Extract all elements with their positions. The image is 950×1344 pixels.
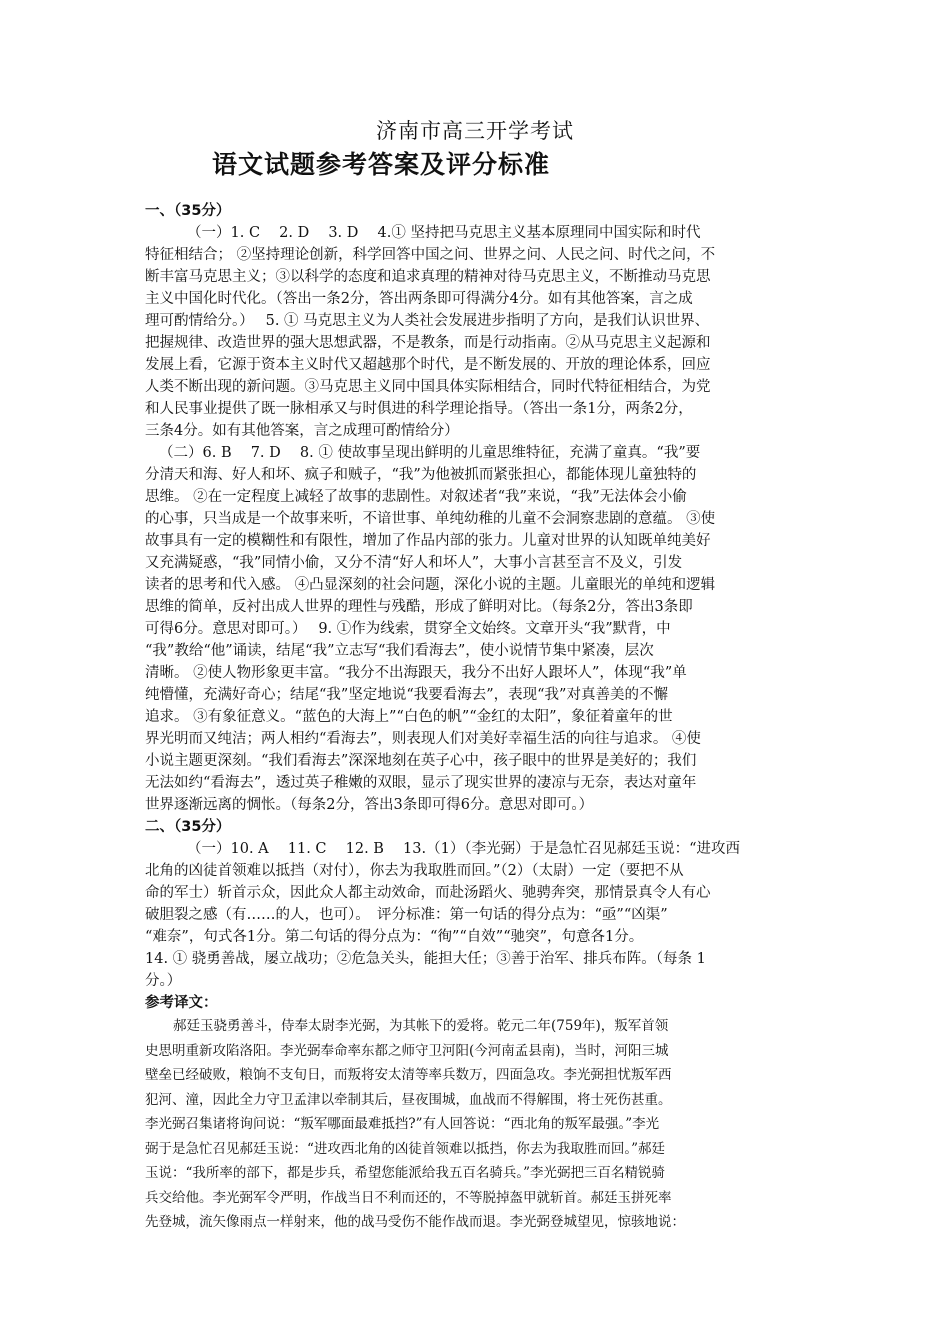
section-heading-1: 一、（35分） bbox=[145, 203, 231, 219]
paragraph-line: 破胆裂之感（有……的人，也可）。 评分标准：第一句话的得分点为：“亟”“凶渠” bbox=[145, 907, 668, 923]
translation-line: 壁垒已经破败，粮饷不支旬日，而叛将安太清等率兵数万，四面急攻。李光弼担忧叛军西 bbox=[145, 1067, 672, 1083]
translation-line: 弼于是急忙召见郝廷玉说：“进攻西北角的凶徒首领难以抵挡，你去为我取胜而回。”郝廷 bbox=[145, 1140, 666, 1157]
paragraph-line: 故事具有一定的模糊性和有限性，增加了作品内部的张力。儿童对世界的认知既单纯美好 bbox=[145, 533, 711, 549]
translation-heading: 参考译文： bbox=[145, 995, 218, 1011]
paragraph-line: 思维的简单，反衬出成人世界的理性与残酷，形成了鲜明对比。（每条2分，答出3条即 bbox=[145, 599, 693, 615]
paragraph-line: 纯懵懂，充满好奇心；结尾“我”坚定地说“我要看海去”，表现“我”对真善美的不懈 bbox=[145, 687, 668, 703]
paragraph-line: 和人民事业提供了既一脉相承又与时俱进的科学理论指导。（答出一条1分，两条2分， bbox=[145, 401, 693, 417]
paragraph-line: “难奈”，句式各1分。第二句话的得分点为：“徇”“自效”“驰突”，句意各1分。 bbox=[145, 929, 644, 945]
paragraph-line: 人类不断出现的新问题。③马克思主义同中国具体实际相结合，同时代特征相结合，为党 bbox=[145, 379, 711, 395]
paragraph-line: 命的军士）斩首示众，因此众人都主动效命，而赴汤蹈火、驰骋奔突，那情景真令人有心 bbox=[145, 885, 711, 901]
paragraph-line: 分清天和海、好人和坏、疯子和贼子，“我”为他被抓而紧张担心，都能体现儿童独特的 bbox=[145, 467, 697, 483]
translation-line: 李光弼召集诸将询问说：“叛军哪面最难抵挡?”有人回答说：“西北角的叛军最强。”李光 bbox=[145, 1116, 660, 1132]
paragraph-line: （二）6. B 7. D 8. ① 使故事呈现出鲜明的儿童思维特征，充满了童真。“我”要 bbox=[159, 445, 701, 461]
paragraph-line: 世界逐渐远离的惆怅。（每条2分，答出3条即可得6分。意思对即可。） bbox=[145, 797, 594, 813]
paragraph-line: 清晰。 ②使人物形象更丰富。“我分不出海跟天，我分不出好人跟坏人”，体现“我”单 bbox=[145, 665, 687, 681]
paragraph-line: 的心事，只当成是一个故事来听，不谙世事、单纯幼稚的儿童不会洞察悲剧的意蕴。 ③使 bbox=[145, 511, 716, 527]
translation-line: 郝廷玉骁勇善斗，侍奉太尉李光弼，为其帐下的爱将。乾元二年(759年)，叛军首领 bbox=[173, 1018, 669, 1034]
paragraph-line: 发展上看，它源于资本主义时代又超越那个时代，是不断发展的、开放的理论体系，回应 bbox=[145, 357, 711, 373]
paragraph-line: 三条4分。如有其他答案，言之成理可酌情给分） bbox=[145, 423, 459, 439]
paragraph-line: 北角的凶徒首领难以抵挡（对付），你去为我取胜而回。”（2）（太尉）一定（要把不从 bbox=[145, 863, 684, 879]
paragraph-line: 读者的思考和代入感。 ④凸显深刻的社会问题，深化小说的主题。儿童眼光的单纯和逻辑 bbox=[145, 577, 716, 593]
translation-line: 史思明重新攻陷洛阳。李光弼奉命率东都之师守卫河阳(今河南孟县南)，当时，河阳三城 bbox=[145, 1042, 669, 1059]
translation-line: 兵交给他。李光弼军令严明，作战当日不利而还的，不等脱掉盔甲就斩首。郝廷玉拼死率 bbox=[145, 1189, 672, 1206]
paragraph-line: 断丰富马克思主义；③以科学的态度和追求真理的精神对待马克思主义，不断推动马克思 bbox=[145, 269, 711, 285]
paragraph-line: 理可酌情给分。） 5. ① 马克思主义为人类社会发展进步指明了方向，是我们认识世界、 bbox=[145, 313, 710, 329]
paragraph-line: 主义中国化时代化。（答出一条2分，答出两条即可得满分4分。如有其他答案，言之成 bbox=[145, 291, 693, 307]
paragraph-line: 思维。 ②在一定程度上减轻了故事的悲剧性。对叙述者“我”来说，“我”无法体会小偷 bbox=[145, 489, 687, 505]
paragraph-line: 界光明而又纯洁；两人相约“看海去”，则表现人们对美好幸福生活的向往与追求。 ④使 bbox=[145, 731, 701, 747]
paragraph-line: 14. ① 骁勇善战，屡立战功；②危急关头，能担大任；③善于治军、排兵布阵。（每条 1 bbox=[145, 951, 706, 967]
paragraph-line: （一）10. A 11. C 12. B 13.（1）（李光弼）于是急忙召见郝廷玉说：“进攻西 bbox=[187, 841, 741, 857]
paragraph-line: 小说主题更深刻。“我们看海去”深深地刻在英子心中，孩子眼中的世界是美好的；我们 bbox=[145, 753, 697, 769]
paragraph-line: 无法如约“看海去”，透过英子稚嫩的双眼，显示了现实世界的凄凉与无奈，表达对童年 bbox=[145, 775, 697, 791]
document-subtitle: 语文试题参考答案及评分标准 bbox=[212, 150, 551, 179]
translation-line: 犯河、潼，因此全力守卫孟津以牵制其后，昼夜围城，血战而不得解围，将士死伤甚重。 bbox=[145, 1091, 672, 1108]
paragraph-line: （一）1. C 2. D 3. D 4.① 坚持把马克思主义基本原理同中国实际和时代 bbox=[187, 225, 701, 241]
document-title: 济南市高三开学考试 bbox=[376, 119, 574, 143]
paragraph-line: 又充满疑惑，“我”同情小偷，又分不清“好人和坏人”，大事小言甚至言不及义，引发 bbox=[145, 555, 683, 571]
document-body bbox=[145, 200, 805, 1235]
section-heading-2: 二、（35分） bbox=[145, 819, 231, 835]
translation-line: 玉说：“我所率的部下，都是步兵，希望您能派给我五百名骑兵。”李光弼把三百名精锐骑 bbox=[145, 1165, 666, 1181]
paragraph-line: 把握规律、改造世界的强大思想武器，不是教条，而是行动指南。②从马克思主义起源和 bbox=[145, 335, 711, 351]
translation-line: 先登城，流矢像雨点一样射来，他的战马受伤不能作战而退。李光弼登城望见，惊骇地说： bbox=[145, 1214, 685, 1230]
paragraph-line: 可得6分。意思对即可。） 9. ①作为线索，贯穿全文始终。文章开头“我”默背，中 bbox=[145, 621, 671, 637]
paragraph-line: 分。） bbox=[145, 973, 182, 989]
paragraph-line: 特征相结合； ②坚持理论创新，科学回答中国之问、世界之问、人民之问、时代之问，不 bbox=[145, 247, 716, 263]
paragraph-line: “我”教给“他”诵读，结尾“我”立志写“我们看海去”，使小说情节集中紧凑，层次 bbox=[145, 643, 654, 659]
paragraph-line: 追求。 ③有象征意义。“蓝色的大海上”“白色的帆”“金红的太阳”，象征着童年的世 bbox=[145, 709, 673, 725]
